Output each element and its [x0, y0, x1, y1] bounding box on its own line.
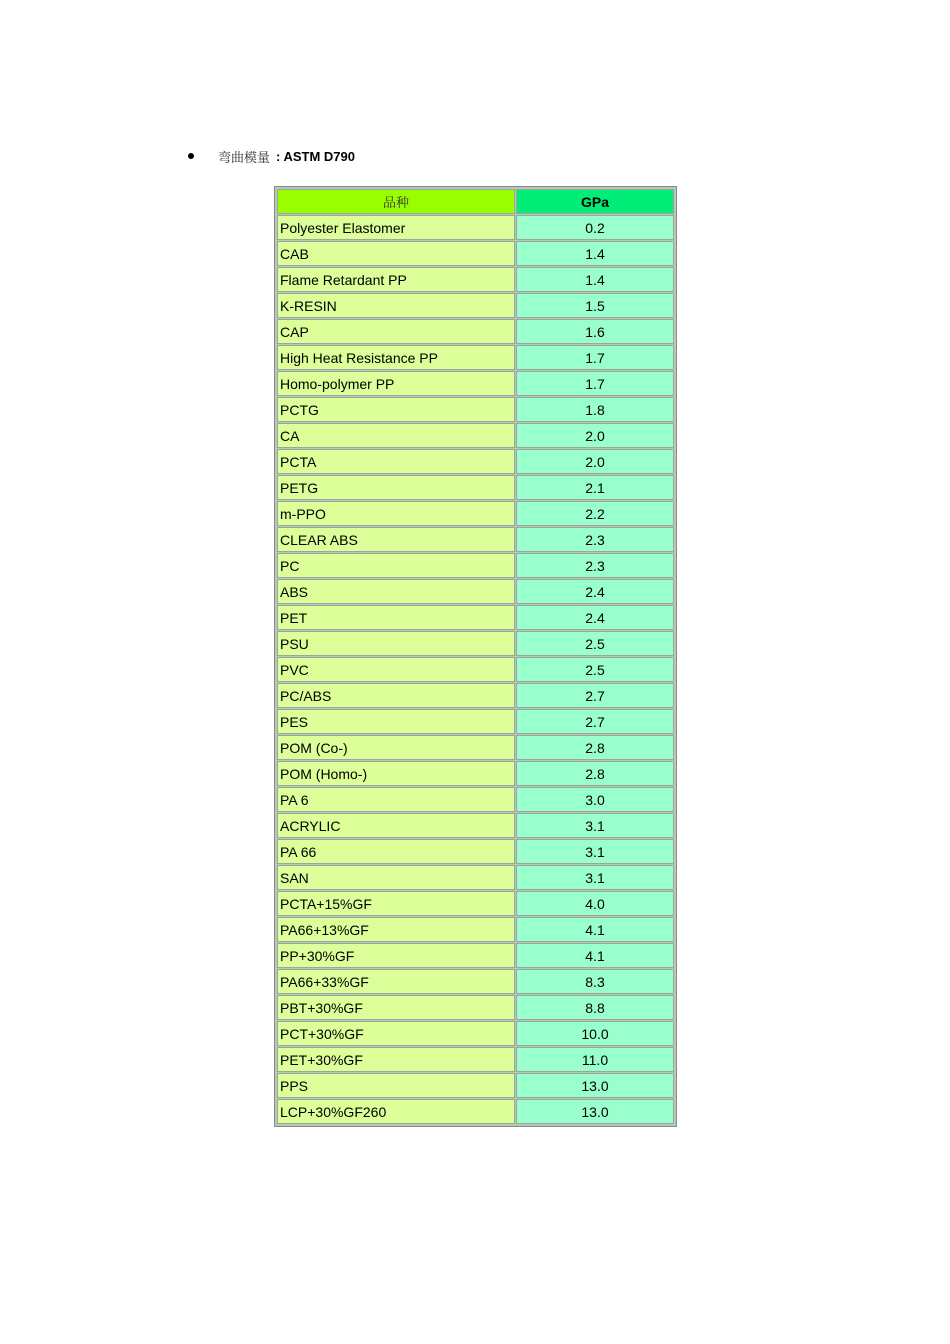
modulus-value: 3.1 [516, 865, 674, 890]
material-name: PPS [277, 1073, 515, 1098]
material-name: POM (Homo-) [277, 761, 515, 786]
table-row [277, 865, 674, 890]
material-name: Polyester Elastomer [277, 215, 515, 240]
table-row [277, 657, 674, 682]
material-name: K-RESIN [277, 293, 515, 318]
material-name: PA66+13%GF [277, 917, 515, 942]
modulus-value: 2.2 [516, 501, 674, 526]
heading-standard: : ASTM D790 [276, 148, 355, 164]
header-material: 品种 [277, 189, 515, 214]
table-row [277, 683, 674, 708]
modulus-value: 1.4 [516, 241, 674, 266]
material-name: PET [277, 605, 515, 630]
modulus-value: 0.2 [516, 215, 674, 240]
material-name: SAN [277, 865, 515, 890]
modulus-value: 2.0 [516, 449, 674, 474]
table-row [277, 1099, 674, 1124]
modulus-value: 1.7 [516, 345, 674, 370]
table-row [277, 215, 674, 240]
modulus-value: 1.7 [516, 371, 674, 396]
modulus-value: 3.1 [516, 839, 674, 864]
modulus-value: 2.8 [516, 761, 674, 786]
material-name: PA66+33%GF [277, 969, 515, 994]
material-name: ACRYLIC [277, 813, 515, 838]
table-row [277, 917, 674, 942]
table-row [277, 839, 674, 864]
material-name: PC [277, 553, 515, 578]
material-name: High Heat Resistance PP [277, 345, 515, 370]
modulus-value: 2.4 [516, 579, 674, 604]
material-name: PCTA [277, 449, 515, 474]
table-row [277, 605, 674, 630]
table-row [277, 631, 674, 656]
heading-label: 弯曲模量 [218, 150, 271, 166]
material-name: PCTA+15%GF [277, 891, 515, 916]
modulus-value: 2.8 [516, 735, 674, 760]
material-name: CAP [277, 319, 515, 344]
table-row [277, 319, 674, 344]
table-row [277, 1047, 674, 1072]
modulus-value: 8.3 [516, 969, 674, 994]
modulus-value: 2.7 [516, 683, 674, 708]
material-name: PCT+30%GF [277, 1021, 515, 1046]
material-name: PVC [277, 657, 515, 682]
modulus-value: 2.3 [516, 527, 674, 552]
modulus-value: 2.7 [516, 709, 674, 734]
modulus-table-container [274, 186, 677, 1127]
material-name: CAB [277, 241, 515, 266]
material-name: PETG [277, 475, 515, 500]
modulus-value: 1.5 [516, 293, 674, 318]
table-row [277, 735, 674, 760]
table-row [277, 449, 674, 474]
material-name: Flame Retardant PP [277, 267, 515, 292]
material-name: PA 66 [277, 839, 515, 864]
material-name: CLEAR ABS [277, 527, 515, 552]
table-row [277, 943, 674, 968]
modulus-value: 4.1 [516, 943, 674, 968]
modulus-value: 2.0 [516, 423, 674, 448]
modulus-value: 3.1 [516, 813, 674, 838]
table-row [277, 293, 674, 318]
table-row [277, 423, 674, 448]
material-name: PA 6 [277, 787, 515, 812]
modulus-value: 13.0 [516, 1099, 674, 1124]
table-row [277, 267, 674, 292]
material-name: PP+30%GF [277, 943, 515, 968]
material-name: POM (Co-) [277, 735, 515, 760]
table-row [277, 761, 674, 786]
table-row [277, 553, 674, 578]
modulus-value: 3.0 [516, 787, 674, 812]
modulus-value: 1.8 [516, 397, 674, 422]
table-row [277, 709, 674, 734]
modulus-value: 10.0 [516, 1021, 674, 1046]
section-heading [188, 146, 355, 166]
material-name: PET+30%GF [277, 1047, 515, 1072]
header-gpa: GPa [516, 189, 674, 214]
table-row [277, 995, 674, 1020]
table-row [277, 371, 674, 396]
modulus-value: 1.6 [516, 319, 674, 344]
material-name: PES [277, 709, 515, 734]
table-row [277, 397, 674, 422]
table-row [277, 1021, 674, 1046]
modulus-value: 1.4 [516, 267, 674, 292]
material-name: PBT+30%GF [277, 995, 515, 1020]
table-body [277, 215, 674, 1124]
table-row [277, 501, 674, 526]
modulus-value: 2.3 [516, 553, 674, 578]
modulus-value: 2.1 [516, 475, 674, 500]
material-name: Homo-polymer PP [277, 371, 515, 396]
table-row [277, 527, 674, 552]
modulus-value: 4.0 [516, 891, 674, 916]
modulus-value: 4.1 [516, 917, 674, 942]
modulus-value: 11.0 [516, 1047, 674, 1072]
modulus-value: 2.5 [516, 657, 674, 682]
table-row [277, 475, 674, 500]
table-row [277, 345, 674, 370]
bullet-icon [188, 153, 194, 159]
material-name: PSU [277, 631, 515, 656]
table-row [277, 579, 674, 604]
modulus-value: 13.0 [516, 1073, 674, 1098]
modulus-value: 8.8 [516, 995, 674, 1020]
material-name: ABS [277, 579, 515, 604]
table-row [277, 1073, 674, 1098]
material-name: CA [277, 423, 515, 448]
material-name: PCTG [277, 397, 515, 422]
modulus-table [276, 188, 675, 1125]
table-row [277, 813, 674, 838]
table-row [277, 969, 674, 994]
modulus-value: 2.5 [516, 631, 674, 656]
material-name: PC/ABS [277, 683, 515, 708]
material-name: m-PPO [277, 501, 515, 526]
material-name: LCP+30%GF260 [277, 1099, 515, 1124]
modulus-value: 2.4 [516, 605, 674, 630]
table-row [277, 787, 674, 812]
table-row [277, 891, 674, 916]
table-header-row [277, 189, 674, 214]
table-row [277, 241, 674, 266]
